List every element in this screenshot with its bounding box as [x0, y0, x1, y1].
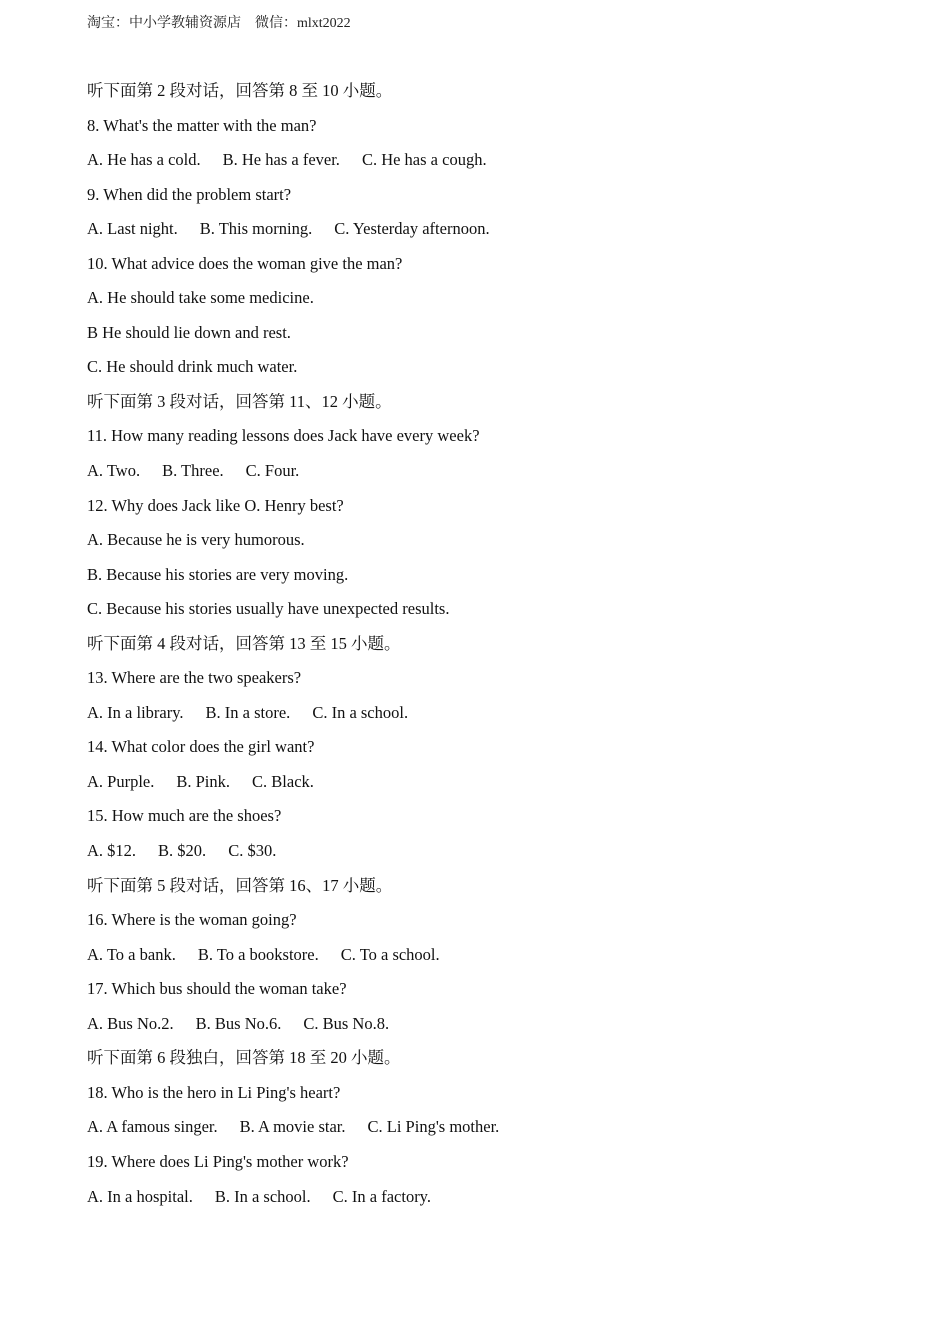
options-row — [87, 459, 907, 494]
question-text: 9. When did the problem start? — [87, 184, 292, 204]
answer-option: A. He should take some medicine. — [87, 288, 314, 308]
answer-option: C. Li Ping's mother. — [367, 1117, 500, 1137]
section-instruction: 听下面第 3 段对话，回答第 11、12 小题。 — [87, 391, 392, 411]
answer-option: C. Because his stories usually have unexpected results. — [87, 599, 450, 619]
answer-option: B. This morning. — [199, 219, 313, 239]
answer-option: B. He has a fever. — [222, 150, 340, 170]
answer-option: C. Yesterday afternoon. — [334, 219, 490, 239]
options-row — [87, 1115, 907, 1150]
answer-option: A. Because he is very humorous. — [87, 530, 305, 550]
question-text: 13. Where are the two speakers? — [87, 668, 302, 688]
answer-option: A. To a bank. — [87, 944, 176, 964]
answer-option: A. Last night. — [87, 219, 178, 239]
answer-option: B. In a school. — [214, 1186, 311, 1206]
page-header — [87, 12, 351, 32]
section-instruction: 听下面第 6 段独白，回答第 18 至 20 小题。 — [87, 1048, 401, 1068]
options-row — [87, 839, 907, 874]
answer-option: B. Bus No.6. — [195, 1013, 282, 1033]
question-text: 12. Why does Jack like O. Henry best? — [87, 495, 344, 515]
answer-option: C. In a factory. — [332, 1186, 431, 1206]
answer-option: B. Because his stories are very moving. — [87, 564, 349, 584]
answer-option: C. He should drink much water. — [87, 357, 298, 377]
question-text: 11. How many reading lessons does Jack have every week? — [87, 426, 480, 446]
shop-label: 淘宝：中小学教辅资源店 — [87, 16, 241, 31]
options-row — [87, 148, 907, 183]
answer-option: B. $20. — [158, 841, 207, 861]
answer-option: A. In a library. — [87, 702, 184, 722]
section-instruction: 听下面第 5 段对话，回答第 16、17 小题。 — [87, 875, 393, 895]
answer-option: B. In a store. — [205, 702, 291, 722]
answer-option: C. In a school. — [312, 702, 409, 722]
answer-option: B. Three. — [162, 461, 224, 481]
answer-option: A. He has a cold. — [87, 150, 201, 170]
answer-option: B. To a bookstore. — [197, 944, 319, 964]
answer-option: C. $30. — [228, 841, 277, 861]
answer-option: C. He has a cough. — [361, 150, 487, 170]
options-row — [87, 1185, 907, 1220]
answer-option: A. In a hospital. — [87, 1186, 193, 1206]
answer-option: A. Bus No.2. — [87, 1013, 174, 1033]
wechat-label: 微信：mlxt2022 — [255, 16, 351, 31]
question-text: 17. Which bus should the woman take? — [87, 979, 347, 999]
answer-option: B. Pink. — [176, 771, 231, 791]
answer-option: B. A movie star. — [239, 1117, 346, 1137]
options-row — [87, 217, 907, 252]
question-text: 18. Who is the hero in Li Ping's heart? — [87, 1082, 341, 1102]
question-text: 19. Where does Li Ping's mother work? — [87, 1151, 349, 1171]
answer-option: A. Purple. — [87, 771, 155, 791]
answer-option: C. Black. — [252, 771, 314, 791]
question-text: 14. What color does the girl want? — [87, 737, 315, 757]
options-row — [87, 770, 907, 805]
exam-content — [87, 79, 907, 1219]
question-text: 10. What advice does the woman give the man? — [87, 253, 403, 273]
question-text: 15. How much are the shoes? — [87, 806, 282, 826]
answer-option: A. A famous singer. — [87, 1117, 218, 1137]
section-instruction: 听下面第 4 段对话，回答第 13 至 15 小题。 — [87, 633, 401, 653]
answer-option: C. Bus No.8. — [303, 1013, 390, 1033]
answer-option: A. Two. — [87, 461, 141, 481]
question-text: 16. Where is the woman going? — [87, 910, 297, 930]
answer-option: B He should lie down and rest. — [87, 322, 291, 342]
options-row — [87, 1012, 907, 1047]
section-instruction: 听下面第 2 段对话，回答第 8 至 10 小题。 — [87, 81, 393, 100]
answer-option: C. Four. — [245, 461, 300, 481]
answer-option: C. To a school. — [340, 944, 440, 964]
options-row — [87, 701, 907, 736]
answer-option: A. $12. — [87, 841, 137, 861]
options-row — [87, 943, 907, 978]
question-text: 8. What's the matter with the man? — [87, 115, 317, 135]
